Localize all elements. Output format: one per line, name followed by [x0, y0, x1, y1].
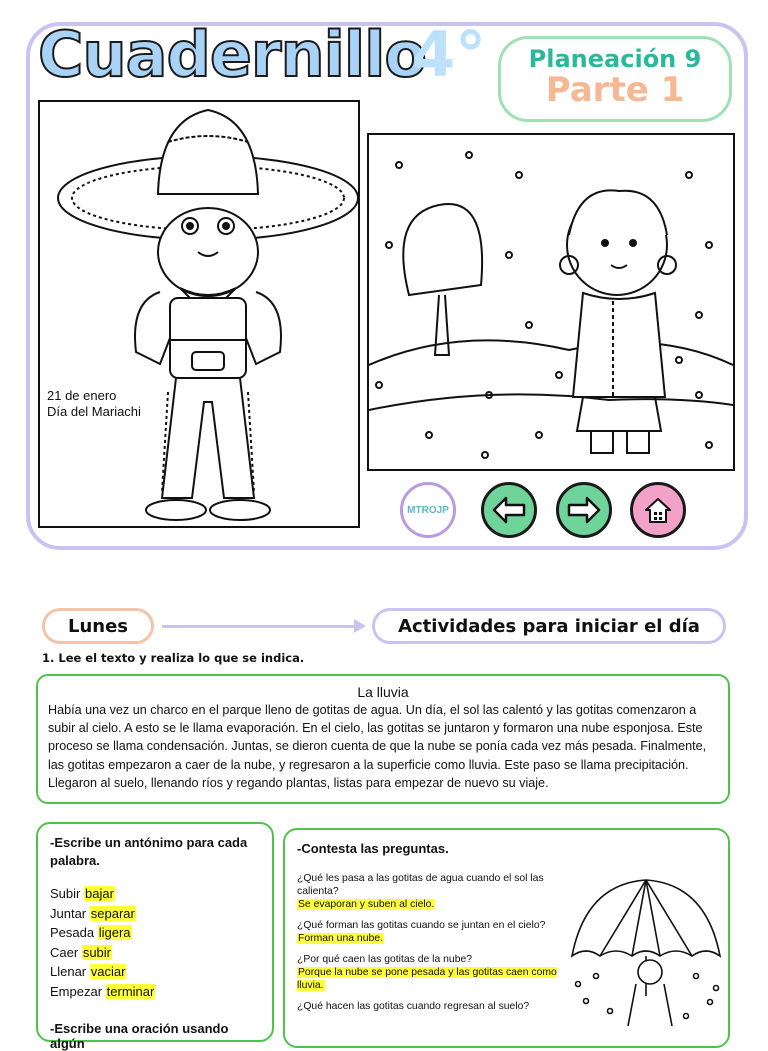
reading-text: Había una vez un charco en el parque lleno de gotitas de agua. Un día, el sol las calentó y las gotitas comenzaron a subir al cielo. A esto se le llama evaporación. En el cielo, las gotitas se juntaron y formaron una nube esponjosa. Este proceso se llama condensación. Juntas, se dieron cuenta de que la nube se ponía cada vez más pesada. Finalmente, las gotitas empezaron a caer de la nube, y regresaron a la superficie como lluvia. Este paso se llama precipitación. Llegaron al suelo, llenando ríos y regando plantas, listas para empezar de nuevo su viaje. — [48, 703, 707, 790]
questions-heading: -Contesta las preguntas. — [297, 841, 449, 856]
connector-arrow-icon — [354, 619, 366, 633]
activity-title: Actividades para iniciar el día — [372, 608, 726, 644]
caption-date: 21 de enero — [47, 388, 117, 403]
caption-event: Día del Mariachi — [47, 404, 141, 419]
antonym-row — [50, 962, 260, 982]
next-button[interactable] — [556, 482, 612, 538]
home-button[interactable] — [630, 482, 686, 538]
workbook-title: Cuadernillo — [38, 18, 426, 91]
antonym-answer: terminar — [106, 983, 155, 999]
mariachi-drawing — [40, 102, 358, 526]
planeacion-badge — [498, 36, 732, 122]
question-answer: Forman una nube. — [298, 933, 383, 944]
grade-label: 4° — [412, 18, 487, 91]
home-icon — [643, 496, 673, 524]
reading-box — [36, 674, 730, 804]
logo-text: MTROJP — [407, 504, 449, 516]
arrow-right-icon — [567, 496, 601, 524]
winter-girl-drawing — [369, 135, 733, 469]
question-item — [297, 1000, 575, 1013]
umbrella-girl-illustration — [566, 876, 726, 1026]
question-item — [297, 919, 575, 945]
reading-title: La lluvia — [357, 684, 409, 700]
antonyms-heading: -Escribe un antónimo para cada palabra. — [50, 835, 248, 868]
question-item — [297, 872, 575, 911]
instruction-text: 1. Lee el texto y realiza lo que se indica. — [42, 651, 305, 665]
date-caption — [47, 388, 141, 420]
arrow-left-icon — [492, 496, 526, 524]
winter-girl-illustration — [367, 133, 735, 471]
sentence-heading: -Escribe una oración usando algún — [50, 1021, 229, 1051]
antonym-word: Empezar — [50, 983, 103, 999]
mariachi-illustration — [38, 100, 360, 528]
antonym-answer: separar — [90, 905, 135, 921]
question-item — [297, 953, 575, 992]
mtrojp-logo[interactable] — [400, 482, 456, 538]
questions-list — [297, 872, 575, 1013]
antonym-word: Pesada — [50, 925, 95, 940]
antonym-answer: ligera — [98, 925, 131, 940]
antonym-word: Juntar — [50, 905, 87, 921]
antonym-word: Llenar — [50, 964, 87, 979]
question-text: ¿Qué forman las gotitas cuando se juntan en el cielo? — [297, 920, 546, 931]
antonym-answer: bajar — [84, 886, 114, 901]
antonym-row — [50, 923, 260, 943]
antonym-answer: vaciar — [90, 964, 126, 979]
antonym-row — [50, 943, 260, 963]
previous-button[interactable] — [481, 482, 537, 538]
parte-label: Parte 1 — [545, 70, 685, 110]
antonym-answer: subir — [82, 944, 111, 960]
antonym-row — [50, 982, 260, 1002]
connector-line — [162, 625, 358, 628]
antonym-row — [50, 884, 260, 904]
antonym-word: Subir — [50, 886, 81, 901]
umbrella-drawing — [566, 876, 726, 1026]
question-answer: Porque la nube se pone pesada y las gotitas caen como lluvia. — [297, 967, 557, 991]
planeacion-label: Planeación 9 — [528, 45, 702, 73]
question-text: ¿Qué hacen las gotitas cuando regresan al suelo? — [297, 1001, 530, 1012]
antonym-word: Caer — [50, 944, 79, 960]
antonyms-box — [36, 822, 274, 1051]
day-label: Lunes — [42, 608, 154, 644]
question-text: ¿Por qué caen las gotitas de la nube? — [297, 954, 473, 965]
question-text: ¿Qué les pasa a las gotitas de agua cuando el sol las calienta? — [297, 873, 544, 897]
antonyms-list — [50, 884, 260, 1001]
question-answer: Se evaporan y suben al cielo. — [298, 899, 435, 910]
antonym-row — [50, 904, 260, 924]
